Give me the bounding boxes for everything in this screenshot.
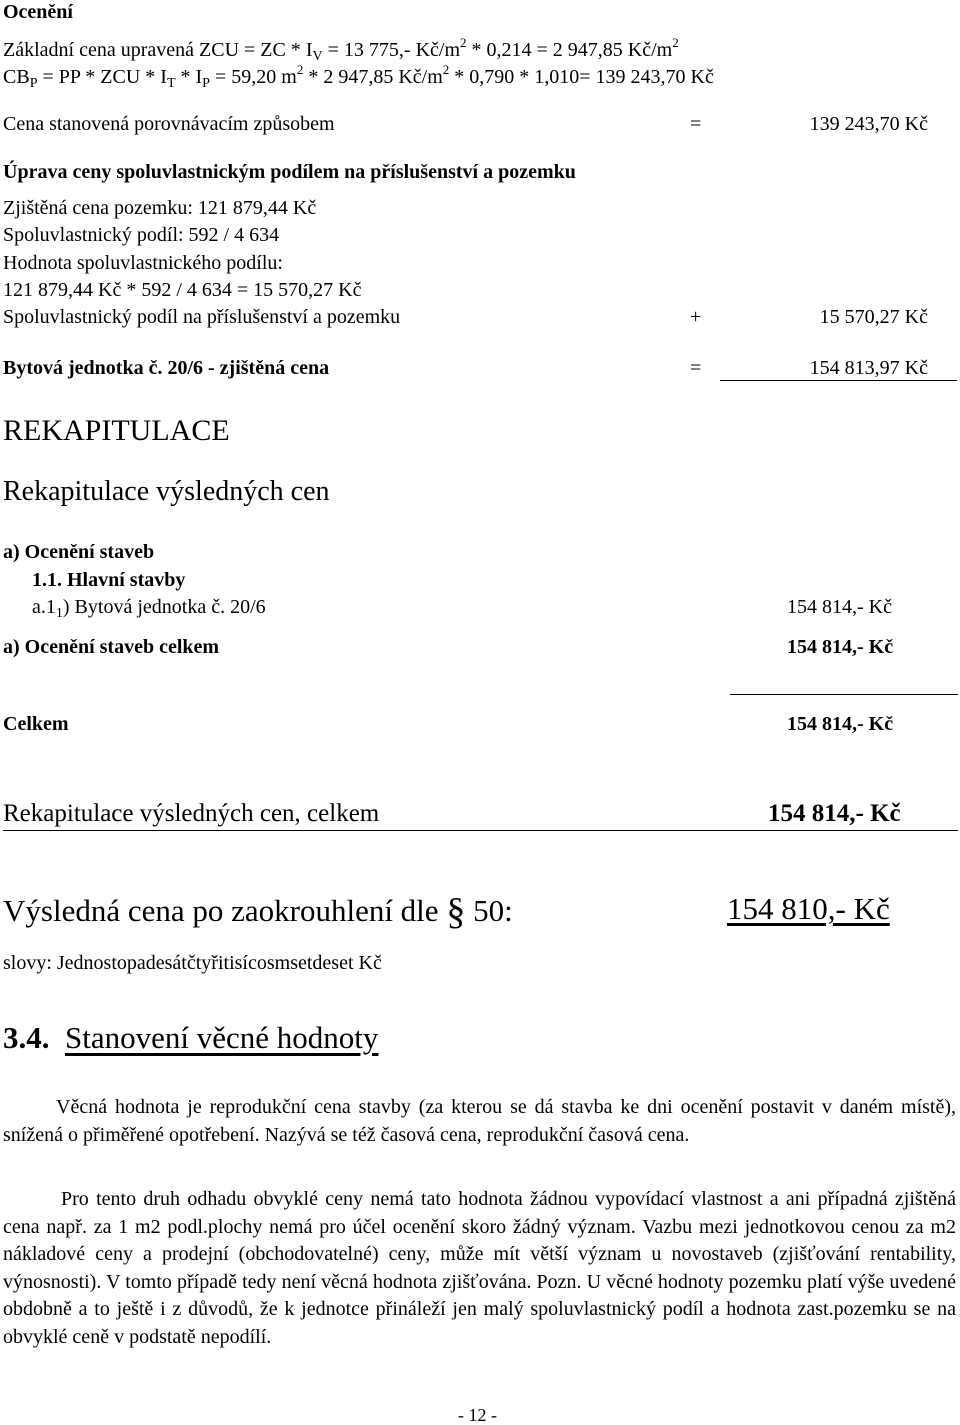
- uprava-ceny-heading: Úprava ceny spoluvlastnickým podílem na příslušenství a pozemku: [3, 161, 576, 183]
- paragraph-vecna-hodnota: Věcná hodnota je reprodukční cena stavby (za kterou se dá stavba ke dni ocenění postavit v daném místě), snížená o přiměřené opotřebení. Nazývá se též časová cena, reprodukční časová cena.: [3, 1096, 956, 1146]
- bytova-jednotka-value: 154 813,97 Kč: [809, 357, 928, 379]
- oceneni-staveb-heading: a) Ocenění staveb: [3, 541, 155, 563]
- cena-porovnavaci-operator: =: [690, 113, 702, 135]
- rekapitulace-line: [3, 830, 958, 831]
- paragraph-odhad: Pro tento druh odhadu obvyklé ceny nemá tato hodnota žádnou vypovídací vlastnost a ani případná zjištěná cena např. za 1 m2 podl.plochy nemá pro účel ocenění skoro žádný význam. Vazbu mezi jednotkovou cenou za m2 nákladové ceny a prodejní (obchodovatelné) ceny, může mít větší význam u novostaveb (zjišťování rentability, výnosnosti). V tomto případě tedy není věcná hodnota zjišťována. Pozn. U věcné hodnoty pozemku platí výše uvedené obdobně a to ještě i z důvodů, že k jednotce přináleží jen malý spoluvlastnický podíl a hodnota zast.pozemku se na obvyklé ceně v podstatě nepodílí.: [3, 1188, 956, 1348]
- hodnota-podilu-label: Hodnota spoluvlastnického podílu:: [3, 252, 283, 274]
- bytova-jednotka-item-value: 154 814,- Kč: [787, 596, 892, 618]
- vysledna-cena-value: 154 810,- Kč: [727, 891, 890, 926]
- oceneni-staveb-celkem-label: a) Ocenění staveb celkem: [3, 636, 220, 658]
- cena-porovnavaci-label: Cena stanovená porovnávacím způsobem: [3, 113, 335, 135]
- podil-prislusenstvi-operator: +: [690, 306, 702, 328]
- podil-prislusenstvi-value: 15 570,27 Kč: [819, 306, 928, 328]
- total-underline: [720, 380, 957, 381]
- zcu-formula: Základní cena upravená ZCU = ZC * $I_V = 13$ 775,- $Kč/m^2 * 0,214 = 2$ 947,85 $Kč/m^2$: [3, 35, 679, 64]
- sum-line: [730, 694, 958, 695]
- section-title-oceneni: Ocenění: [3, 1, 73, 23]
- bytova-jednotka-label: Bytová jednotka č. 20/6 - zjištěná cena: [3, 357, 330, 379]
- zjistena-cena-pozemku: Zjištěná cena pozemku: 121 879,44 Kč: [3, 197, 317, 219]
- page-number: - 12 -: [458, 1405, 497, 1425]
- rekapitulace-subheading: Rekapitulace výsledných cen: [3, 476, 330, 507]
- celkem-value: 154 814,- Kč: [787, 713, 894, 735]
- podil-prislusenstvi-label: Spoluvlastnický podíl na příslušenství a pozemku: [3, 306, 401, 328]
- hlavni-stavby-heading: 1.1. Hlavní stavby: [32, 569, 186, 591]
- hodnota-podilu-vypocet: 121 879,44 Kč * 592 / 4 634 = 15 570,27 Kč: [3, 279, 362, 301]
- bytova-jednotka-operator: =: [690, 357, 702, 379]
- oceneni-staveb-celkem-value: 154 814,- Kč: [787, 636, 894, 658]
- cbp-formula: $CB_P$ = PP * ZCU * $I_T * I_P = 59,20$ $m^2 * 2$ 947,85 $Kč/m^2 * 0,790 * 1,010= 139$ 243,70 Kč: [3, 62, 714, 91]
- spoluvlastnicky-podil: Spoluvlastnický podíl: 592 / 4 634: [3, 224, 280, 246]
- vysledna-cena-label: Výsledná cena po zaokrouhlení dle § 50:: [3, 891, 513, 933]
- celkem-label: Celkem: [3, 713, 69, 735]
- bytova-jednotka-item: $a.1_1$) Bytová jednotka č. 20/6: [32, 596, 266, 621]
- rekapitulace-celkem-label: Rekapitulace výsledných cen, celkem: [3, 800, 380, 827]
- rekapitulace-heading: REKAPITULACE: [3, 414, 230, 447]
- rekapitulace-celkem-value: 154 814,- Kč: [768, 800, 901, 827]
- cena-porovnavaci-value: 139 243,70 Kč: [809, 113, 928, 135]
- slovy-text: slovy: Jednostopadesátčtyřitisícosmsetdeset Kč: [3, 952, 382, 974]
- section-34-heading: 3.4. Stanovení věcné hodnoty: [3, 1020, 379, 1055]
